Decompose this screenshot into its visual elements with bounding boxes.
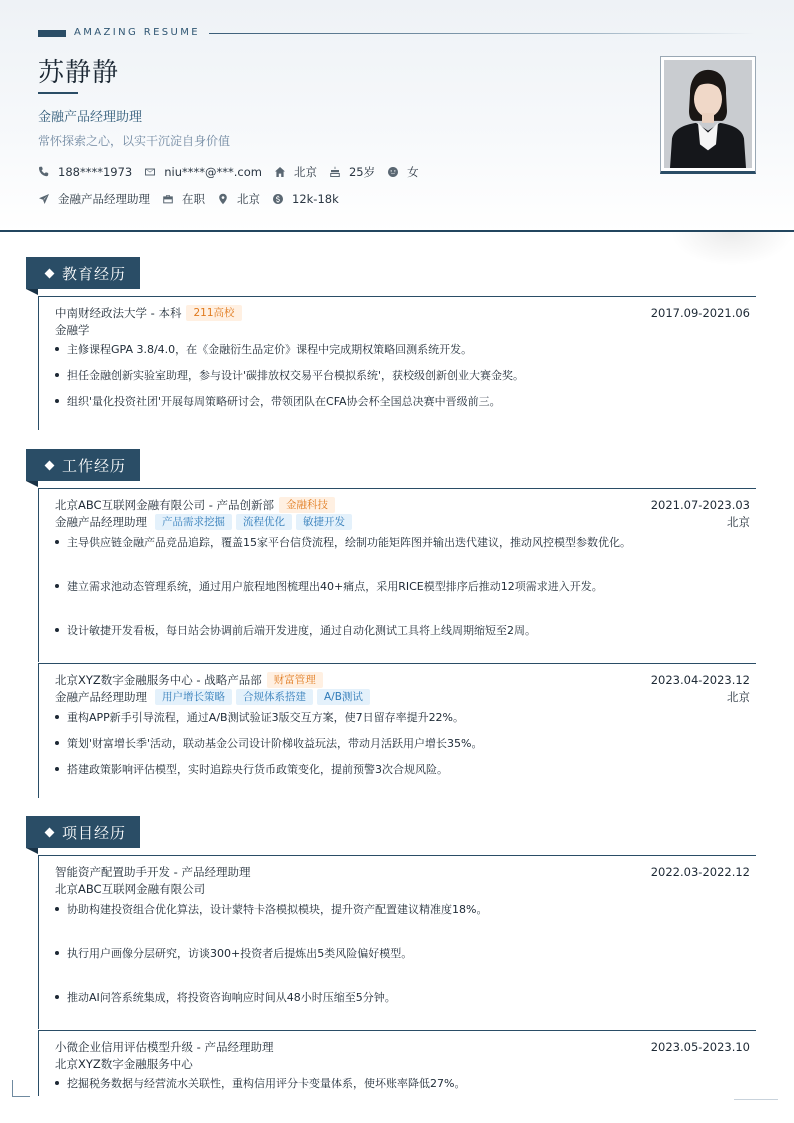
skill-tag: 合规体系搭建 [236, 689, 313, 705]
project-entry-head [55, 1038, 750, 1056]
industry-badge: 金融科技 [279, 497, 335, 513]
work-bullet: 策划'财富增长季'活动，联动基金公司设计阶梯收益玩法，带动月活跃用户增长35%。 [55, 736, 746, 752]
contact-email [144, 165, 262, 179]
work-location: 北京 [727, 690, 750, 704]
education-section-header [26, 257, 140, 289]
profile-photo-frame [660, 56, 756, 174]
work-entry [38, 488, 756, 662]
salary-text: 12k-18k [292, 192, 339, 206]
city-text: 北京 [293, 165, 317, 179]
kicker-line [209, 33, 755, 34]
contact-row [38, 164, 431, 180]
company-line: 北京XYZ数字金融服务中心 - 战略产品部 [55, 673, 262, 687]
work-dates: 2023.04-2023.12 [650, 673, 750, 687]
diamond-icon [45, 460, 55, 470]
project-dates: 2022.03-2022.12 [650, 865, 750, 879]
page-corner-mark [12, 1080, 30, 1097]
diamond-icon [45, 827, 55, 837]
contact-city [274, 164, 317, 180]
header-shadow [670, 232, 794, 266]
pin-icon [217, 193, 229, 205]
section-tail [26, 848, 38, 854]
major: 金融学 [55, 323, 90, 337]
contact-age [329, 164, 375, 180]
education-dates: 2017.09-2021.06 [650, 306, 750, 320]
work-dates: 2021.07-2023.03 [650, 498, 750, 512]
section-tail [26, 481, 38, 487]
gender-text: 女 [407, 165, 419, 179]
cake-icon [329, 166, 341, 178]
intent-salary [272, 192, 339, 206]
job-title: 金融产品经理助理 [38, 110, 143, 125]
coin-icon [272, 193, 284, 205]
work-bullet: 建立需求池动态管理系统，通过用户旅程地图梳理出40+痛点，采用RICE模型排序后推动12项需求进入开发。 [55, 579, 746, 595]
intent-position [38, 191, 150, 207]
skill-tag: 敏捷开发 [296, 514, 352, 530]
diamond-icon [45, 268, 55, 278]
work-entry-head [55, 671, 750, 689]
education-entry [38, 296, 756, 430]
skill-tag: 用户增长策略 [155, 689, 232, 705]
projects-section-header [26, 816, 140, 848]
status-text: 在职 [182, 192, 205, 206]
briefcase-icon [162, 193, 174, 205]
school-line: 中南财经政法大学 - 本科 [55, 306, 182, 320]
work-entry-head [55, 496, 750, 514]
work-location: 北京 [727, 515, 750, 529]
project-bullet: 推动AI问答系统集成，将投资咨询响应时间从48小时压缩至5分钟。 [55, 990, 746, 1006]
industry-badge: 财富管理 [267, 672, 323, 688]
project-dates: 2023.05-2023.10 [650, 1040, 750, 1054]
education-bullet: 组织'量化投资社团'开展每周策略研讨会，带领团队在CFA协会杯全国总决赛中晋级前三。 [55, 394, 746, 410]
company-line: 北京ABC互联网金融有限公司 - 产品创新部 [55, 498, 275, 512]
kicker-bar [38, 30, 66, 37]
project-bullet: 协助构建投资组合优化算法，设计蒙特卡洛模拟模块，提升资产配置建议精准度18%。 [55, 902, 746, 918]
education-bullet: 担任金融创新实验室助理，参与设计'碳排放权交易平台模拟系统'，获校级创新创业大赛金奖。 [55, 368, 746, 384]
work-bullet: 搭建政策影响评估模型，实时追踪央行货币政策变化，提前预警3次合规风险。 [55, 762, 746, 778]
smile-icon [387, 166, 399, 178]
education-bullet: 主修课程GPA 3.8/4.0，在《金融衍生品定价》课程中完成期权策略回测系统开发。 [55, 342, 746, 358]
email-text: niu****@***.com [164, 165, 262, 179]
phone-text: 188****1973 [58, 165, 133, 179]
project-line: 智能资产配置助手开发 - 产品经理助理 [55, 865, 251, 879]
role: 金融产品经理助理 [55, 690, 147, 704]
work-title: 工作经历 [62, 456, 127, 475]
motto: 常怀探索之心，以实干沉淀自身价值 [38, 134, 231, 148]
work-bullet: 重构APP新手引导流程，通过A/B测试验证3版交互方案，使7日留存率提升22%。 [55, 710, 746, 726]
project-line: 小微企业信用评估模型升级 - 产品经理助理 [55, 1040, 274, 1054]
home-icon [274, 166, 286, 178]
profile-photo [664, 60, 752, 168]
page-corner-line [734, 1099, 778, 1100]
work-section-header [26, 449, 140, 481]
candidate-name: 苏静静 [38, 58, 120, 88]
project-entry-head [55, 863, 750, 881]
role: 金融产品经理助理 [55, 515, 147, 529]
send-icon [38, 193, 50, 205]
skill-tag: 流程优化 [236, 514, 292, 530]
project-org-row [55, 1055, 750, 1073]
project-bullet: 挖掘税务数据与经营流水关联性，重构信用评分卡变量体系，使坏账率降低27%。 [55, 1076, 746, 1092]
project-entry [38, 855, 756, 1029]
contact-phone [38, 165, 132, 179]
education-entry-head [55, 304, 750, 322]
role-row [55, 513, 750, 531]
school-badge: 211高校 [186, 305, 241, 321]
skill-tag: 产品需求挖掘 [155, 514, 232, 530]
work-bullet: 主导供应链金融产品竞品追踪，覆盖15家平台信贷流程，绘制功能矩阵图并输出迭代建议，推动风控模型参数优化。 [55, 535, 746, 551]
section-tail [26, 289, 38, 295]
education-title: 教育经历 [62, 264, 127, 283]
projects-title: 项目经历 [62, 823, 127, 842]
work-bullet: 设计敏捷开发看板，每日站会协调前后端开发进度，通过自动化测试工具将上线周期缩短至2周。 [55, 623, 746, 639]
intent-location [217, 191, 260, 207]
intent-status [162, 191, 205, 207]
project-org: 北京XYZ数字金融服务中心 [55, 1057, 193, 1071]
name-underline [38, 92, 78, 94]
age-text: 25岁 [348, 165, 376, 179]
project-entry [38, 1030, 756, 1096]
major-row [55, 321, 750, 339]
skill-tag: A/B测试 [317, 689, 370, 705]
project-org-row [55, 880, 750, 898]
project-org: 北京ABC互联网金融有限公司 [55, 882, 206, 896]
project-bullet: 执行用户画像分层研究，访谈300+投资者后提炼出5类风险偏好模型。 [55, 946, 746, 962]
phone-icon [38, 166, 50, 178]
contact-gender [387, 164, 419, 180]
mail-icon [144, 166, 156, 178]
role-row [55, 688, 750, 706]
location-text: 北京 [237, 192, 260, 206]
intent-row [38, 191, 351, 207]
position-text: 金融产品经理助理 [58, 192, 150, 206]
work-entry [38, 663, 756, 798]
kicker-label: AMAZING RESUME [74, 27, 200, 38]
